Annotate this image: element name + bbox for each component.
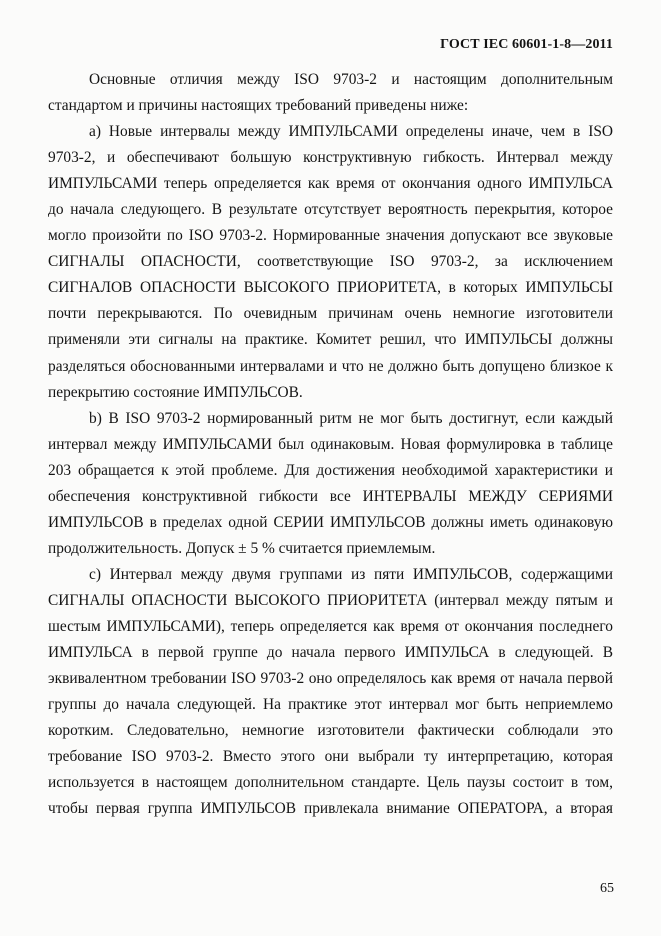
text-line: применяли эти сигналы на практике. Комитет решил, что ИМПУЛЬСЫ должны <box>48 331 613 349</box>
text-line: а) Новые интервалы между ИМПУЛЬСАМИ определены иначе, чем в ISO <box>89 123 613 141</box>
page-number: 65 <box>600 881 614 896</box>
text-line: группы до начала следующей. На практике этот интервал мог быть неприемлемо <box>48 696 613 714</box>
text-line: обеспечения конструктивной гибкости все ИНТЕРВАЛЫ МЕЖДУ СЕРИЯМИ <box>48 487 613 505</box>
paragraph-c <box>48 562 613 822</box>
text-line: СИГНАЛОВ ОПАСНОСТИ ВЫСОКОГО ПРИОРИТЕТА, в которых ИМПУЛЬСЫ <box>48 279 613 297</box>
text-line: 203 обращается к этой проблеме. Для достижения необходимой характеристики и <box>48 461 613 479</box>
text-line: перекрытию состояние ИМПУЛЬСОВ. <box>48 383 303 401</box>
text-line: эквивалентном требовании ISO 9703-2 оно определялось как время от начала первой <box>48 670 613 688</box>
text-line: могло произойти по ISO 9703-2. Нормированные значения допускают все звуковые <box>48 227 613 245</box>
text-line: ИМПУЛЬСА в первой группе до начала первого ИМПУЛЬСА в следующей. В <box>48 644 613 662</box>
text-line: 9703-2, и обеспечивают большую конструктивную гибкость. Интервал между <box>48 149 613 167</box>
text-line: стандартом и причины настоящих требований приведены ниже: <box>48 97 469 115</box>
text-line: требование ISO 9703-2. Вместо этого они выбрали ту интерпретацию, которая <box>48 748 613 766</box>
text-line: с) Интервал между двумя группами из пяти ИМПУЛЬСОВ, содержащими <box>89 565 613 583</box>
text-line: Основные отличия между ISO 9703-2 и настоящим дополнительным <box>89 71 613 88</box>
text-line: СИГНАЛЫ ОПАСНОСТИ, соответствующие ISO 9703-2, за исключением <box>48 253 613 271</box>
paragraph-intro <box>48 67 613 119</box>
text-line: ИМПУЛЬСАМИ теперь определяется как время от окончания одного ИМПУЛЬСА <box>48 175 613 193</box>
text-line: интервал между ИМПУЛЬСАМИ был одинаковым. Новая формулировка в таблице <box>48 435 613 453</box>
text-line: коротким. Следовательно, немногие изготовители фактически соблюдали это <box>48 722 613 740</box>
text-line: продолжительность. Допуск ± 5 % считается приемлемым. <box>48 539 436 557</box>
text-line: ИМПУЛЬСОВ в пределах одной СЕРИИ ИМПУЛЬСОВ должны иметь одинаковую <box>48 513 613 531</box>
paragraph-a <box>48 119 613 406</box>
text-line: b) В ISO 9703-2 нормированный ритм не мог быть достигнут, если каждый <box>89 409 613 427</box>
text-line: разделяться обоснованными интервалами и что не должно быть допущено близкое к <box>48 357 613 375</box>
document-code-header: ГОСТ IEC 60601-1-8—2011 <box>440 37 613 52</box>
text-line: почти перекрываются. По очевидным причинам очень немногие изготовители <box>48 305 613 323</box>
text-line: СИГНАЛЫ ОПАСНОСТИ ВЫСОКОГО ПРИОРИТЕТА (интервал между пятым и <box>48 591 613 609</box>
paragraph-b <box>48 406 613 562</box>
text-line: шестым ИМПУЛЬСАМИ), теперь определяется как время от окончания последнего <box>48 617 613 635</box>
text-line: чтобы первая группа ИМПУЛЬСОВ привлекала внимание ОПЕРАТОРА, а вторая <box>48 800 613 818</box>
text-line: до начала следующего. В результате отсутствует вероятность перекрытия, которое <box>48 201 613 219</box>
text-line: используется в настоящем дополнительном стандарте. Цель паузы состоит в том, <box>48 774 613 792</box>
body-text <box>48 67 613 822</box>
